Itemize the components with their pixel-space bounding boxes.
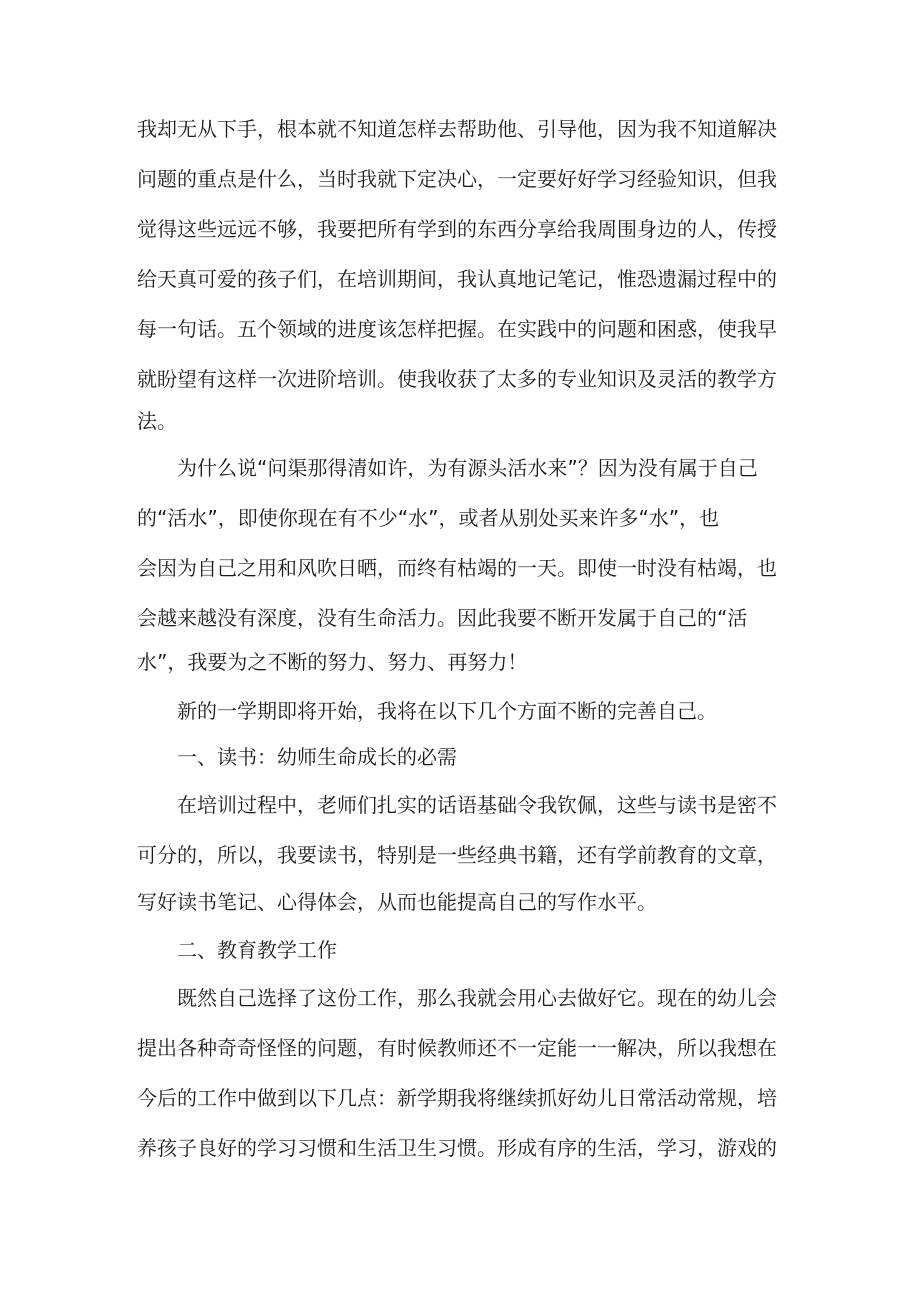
text-line: 会越来越没有深度，没有生命活力。因此我要不断开发属于自己的“活 [137, 606, 748, 630]
text-line: 给天真可爱的孩子们，在培训期间，我认真地记笔记，惟恐遗漏过程中的 [137, 267, 777, 291]
section-heading: 一、读书：幼师生命成长的必需 [177, 745, 457, 769]
text-line: 在培训过程中，老师们扎实的话语基础令我钦佩，这些与读书是密不 [177, 793, 777, 817]
text-line: 就盼望有这样一次进阶培训。使我收获了太多的专业知识及灵活的教学方 [137, 367, 777, 391]
text-line: 觉得这些远远不够，我要把所有学到的东西分享给我周围身边的人，传授 [137, 217, 777, 241]
text-line: 为什么说“问渠那得清如许，为有源头活水来”？因为没有属于自己 [177, 456, 758, 480]
text-line: 的“活水”，即使你现在有不少“水”，或者从别处买来许多“水”，也 [137, 506, 720, 530]
text-line: 既然自己选择了这份工作，那么我就会用心去做好它。现在的幼儿会 [177, 986, 777, 1010]
text-line: 问题的重点是什么，当时我就下定决心，一定要好好学习经验知识，但我 [137, 167, 777, 191]
text-line: 提出各种奇奇怪怪的问题，有时候教师还不一定能一一解决，所以我想在 [137, 1036, 777, 1060]
text-line: 法。 [137, 409, 177, 433]
text-line: 水”，我要为之不断的努力、努力、再努力！ [137, 650, 528, 674]
text-line: 写好读书笔记、心得体会，从而也能提高自己的写作水平。 [137, 890, 657, 914]
text-line: 养孩子良好的学习习惯和生活卫生习惯。形成有序的生活，学习，游戏的 [137, 1136, 777, 1160]
text-line: 新的一学期即将开始，我将在以下几个方面不断的完善自己。 [177, 699, 717, 723]
text-line: 可分的，所以，我要读书，特别是一些经典书籍，还有学前教育的文章， [137, 843, 777, 867]
section-heading: 二、教育教学工作 [177, 938, 337, 962]
text-line: 会因为自己之用和风吹日晒，而终有枯竭的一天。即使一时没有枯竭，也 [137, 556, 777, 580]
text-line: 每一句话。五个领域的进度该怎样把握。在实践中的问题和困惑，使我早 [137, 317, 777, 341]
text-line: 今后的工作中做到以下几点：新学期我将继续抓好幼儿日常活动常规，培 [137, 1086, 777, 1110]
text-line: 我却无从下手，根本就不知道怎样去帮助他、引导他，因为我不知道解决 [137, 117, 777, 141]
